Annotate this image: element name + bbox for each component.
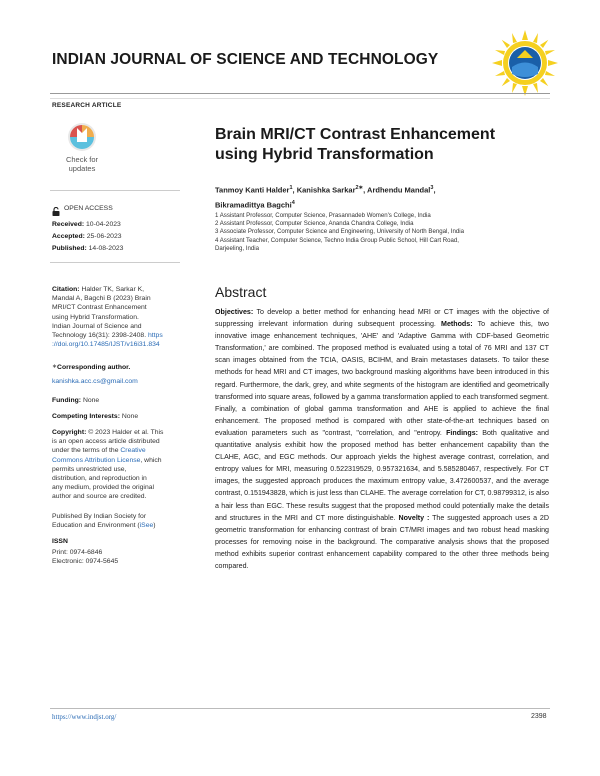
citation-line: using Hybrid Transformation. xyxy=(52,313,139,321)
competing-block xyxy=(52,412,138,421)
funding-label: Funding: xyxy=(52,397,82,404)
sidebar-separator xyxy=(50,262,180,263)
copyright-line: © 2023 Halder et al. This xyxy=(86,429,164,436)
objectives-text: To develop a better method for enhancing head MRI or CT images with the objective of suppressing irrelevant information during subsequent processing. xyxy=(215,308,549,329)
affiliation-item: 4 Assistant Teacher, Computer Science, Techno India Group Public School, Hill Cart Road, xyxy=(215,236,459,244)
author-name: Tanmoy Kanti Halder xyxy=(215,185,290,195)
citation-label: Citation: xyxy=(52,286,80,293)
corresponding-label: Corresponding author. xyxy=(57,364,131,371)
affiliation-item: 3 Associate Professor, Computer Science and Engineering, University of North Bengal, India xyxy=(215,228,464,236)
citation-line: Technology 16(31): 2398-2408. xyxy=(52,332,147,340)
citation-line: Indian Journal of Science and xyxy=(52,322,142,330)
journal-logo xyxy=(490,28,560,98)
issn-label: ISSN xyxy=(52,538,68,545)
corresponding-email[interactable]: kanishka.acc.cs@gmail.com xyxy=(52,378,138,386)
authors xyxy=(215,182,555,212)
author-affil-mark: 4 xyxy=(291,200,295,206)
abstract-heading: Abstract xyxy=(215,284,267,300)
objectives-label: Objectives: xyxy=(215,308,254,316)
accepted-value: 25-06-2023 xyxy=(86,233,122,241)
corresponding-block: ∗Corresponding author. kanishka.acc.cs@gmail.com xyxy=(52,363,187,386)
methods-label: Methods: xyxy=(441,320,473,329)
funding-block xyxy=(52,396,99,405)
doi-link[interactable]: https xyxy=(146,332,163,340)
check-for-updates-badge[interactable] xyxy=(52,120,112,180)
published-value: 14-08-2023 xyxy=(88,245,124,253)
doi-link[interactable]: ://doi.org/10.17485/IJST/v16i31.834 xyxy=(52,341,160,349)
copyright-block xyxy=(52,428,187,502)
methods-text: To achieve this, two innovative image enhancement techniques, 'AHE' and 'Adaptive Gamma with CDF-based Geometric Transformation,' are combined. The proposed method is evaluated using a total of 76 MRI and 137 CT scan images obtained from the TCIA, OASIS, BCIHM, and Brain metastases datasets. To tailor these methods for head MRI and CT images, two background masking algorithms have been introduced in this regard. Furthermore, the dark, grey, and white segments of the histogram are identified and geometrically transformed into square areas, followed by a gamma transformation applied to each transformed segment. Finally, a combination of global gamma transformation and AHE is applied to achieve the final enhancement. The proposed method is compared with other state-of-the-art techniques based on evaluation parameters such as "contrast, "correlation, and "entropy. xyxy=(215,320,549,437)
copyright-line: author and source are credited. xyxy=(52,493,147,501)
citation-block xyxy=(52,285,187,349)
copyright-line: under the terms of the xyxy=(52,447,121,455)
header-rule-secondary xyxy=(50,98,550,99)
received-label: Received: xyxy=(52,221,85,228)
article-title-line2: using Hybrid Transformation xyxy=(215,146,434,163)
author-name: , Kanishka Sarkar xyxy=(292,185,356,195)
copyright-label: Copyright: xyxy=(52,429,87,436)
citation-line: Mandal A, Bagchi B (2023) Brain xyxy=(52,295,151,303)
license-link[interactable]: Commons Attribution License xyxy=(52,456,141,464)
author-name: Bikramadittya Bagchi xyxy=(215,200,292,210)
author-affil-mark: 3 xyxy=(430,185,434,191)
novelty-label: Novelty : xyxy=(398,513,430,522)
dates-block xyxy=(52,220,182,254)
copyright-line: any medium, provided the original xyxy=(52,484,155,492)
author-sep: , xyxy=(433,185,436,195)
issn-block xyxy=(52,537,187,567)
affiliation-item: 2 Assistant Professor, Computer Science, Ananda Chandra College, India xyxy=(215,220,414,228)
check-updates-line1: Check for xyxy=(65,155,99,164)
competing-label: Competing Interests: xyxy=(52,413,120,420)
abstract-body xyxy=(215,306,549,572)
check-updates-line2: updates xyxy=(68,163,96,173)
novelty-text: The suggested approach uses a 2D geometric transformation for enhancing contrast of brain CT/MRI images and two robust head masking processes for removing noise in the background. The comparative analysis shows that the proposed method exhibits superior contrast enhancement capability compared to the other three methods being compared. xyxy=(215,513,550,570)
findings-label: Findings: xyxy=(446,428,479,437)
open-lock-icon xyxy=(52,203,60,212)
sidebar-separator xyxy=(50,190,180,191)
article-type: RESEARCH ARTICLE xyxy=(52,102,122,109)
published-label: Published: xyxy=(52,245,87,253)
copyright-line: , which xyxy=(140,456,162,464)
funding-value: None xyxy=(81,397,100,404)
isee-link[interactable]: iSee xyxy=(139,522,154,530)
author-name: , Ardhendu Mandal xyxy=(363,185,431,195)
page-number: 2398 xyxy=(531,713,547,720)
publisher-line: Education and Environment ( xyxy=(52,522,140,530)
article-title-line1: Brain MRI/CT Contrast Enhancement xyxy=(215,126,496,143)
citation-line: Halder TK, Sarkar K, xyxy=(79,286,145,293)
license-link[interactable]: Creative xyxy=(120,447,146,455)
copyright-line: distribution, and reproduction in xyxy=(52,475,147,483)
sun-emblem-icon xyxy=(490,28,560,98)
accepted-label: Accepted: xyxy=(52,233,85,241)
competing-value: None xyxy=(119,413,139,420)
issn-electronic: Electronic: 0974-5645 xyxy=(52,558,119,566)
affiliations xyxy=(215,212,555,253)
author-affil-mark: 2∗ xyxy=(355,185,364,191)
publisher-line: ) xyxy=(153,522,156,530)
citation-line: MRI/CT Contrast Enhancement xyxy=(52,304,147,312)
author-affil-mark: 1 xyxy=(289,185,293,191)
footer-rule xyxy=(50,708,550,709)
footer-url-link[interactable]: https://www.indjst.org/ xyxy=(52,713,117,721)
received-value: 10-04-2023 xyxy=(86,221,121,228)
affiliation-item: Darjeeling, India xyxy=(215,244,260,252)
open-access-label: OPEN ACCESS xyxy=(64,205,113,212)
publisher-line: Published By Indian Society for xyxy=(52,513,147,520)
affiliation-item: 1 Assistant Professor, Computer Science, Prasannadeb Women's College, India xyxy=(215,212,431,219)
copyright-line: permits unrestricted use, xyxy=(52,465,127,473)
issn-print: Print: 0974-6846 xyxy=(52,549,103,557)
header-rule xyxy=(50,93,550,94)
journal-title: INDIAN JOURNAL OF SCIENCE AND TECHNOLOGY xyxy=(52,51,439,68)
findings-text: Both qualitative and quantitative analysis exhibit how the proposed method has better enhancement capability than the CLAHE, AGC, and EGC methods. Our approach yields the highest average contrast, correlation, and entropy values for MRI, measuring 0.522319529, 0.957321634, and 5.585280467, respectively. For CT images, the suggested approach produces the maximum entropy value, 3.472600537, and the average contrast, 0.151943828, which is just less than CLAHE. The average correlation for CT, 0.98799312, is also a hair less than EGC. These results suggest that the proposed method could potentially make the details and structures in the MRI and CT more distinguishable. xyxy=(215,428,549,522)
copyright-line: is an open access article distributed xyxy=(52,438,160,446)
article-title xyxy=(215,125,555,165)
publisher-block xyxy=(52,512,187,530)
